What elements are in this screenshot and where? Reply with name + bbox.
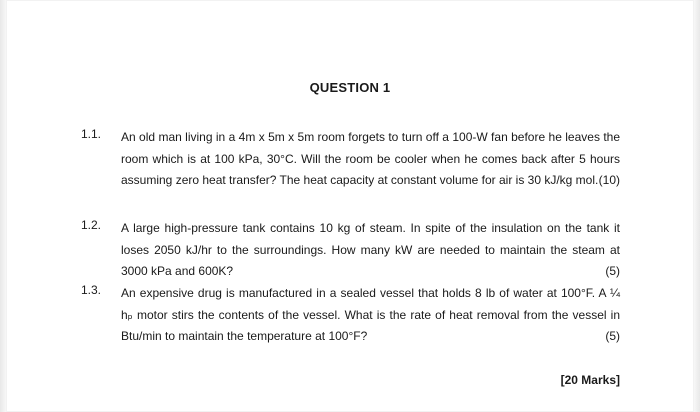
question-marks: (10) xyxy=(598,173,620,187)
question-text xyxy=(121,127,620,192)
question-number: 1.1. xyxy=(81,127,102,141)
page-right-edge xyxy=(694,0,700,412)
document-page xyxy=(6,0,694,412)
question-number: 1.2. xyxy=(81,218,102,232)
question-body: An expensive drug is manufactured in a sealed vessel that holds 8 lb of water at 100°F. A ¼ hₚ motor stirs the contents of the vessel. What is the rate of heat removal from the vessel in Btu/min to maintain the temperature at 100°F? xyxy=(121,286,620,343)
question-text xyxy=(121,218,620,283)
total-marks: [20 Marks] xyxy=(560,373,620,387)
question-body: An old man living in a 4m x 5m x 5m room forgets to turn off a 100-W fan before he leaves the room which is at 100 kPa, 30°C. Will the room be cooler when he comes back after 5 hours assuming zero heat transfer? The heat capacity at constant volume for air is 30 kJ/kg mol. xyxy=(121,130,620,187)
question-body: A large high-pressure tank contains 10 kg of steam. In spite of the insulation on the tank it loses 2050 kJ/hr to the surroundings. How many kW are needed to maintain the steam at 3000 kPa and 600K? xyxy=(121,221,620,278)
question-number: 1.3. xyxy=(81,283,102,297)
question-marks: (5) xyxy=(605,264,620,278)
question-marks: (5) xyxy=(605,329,620,343)
question-title: QUESTION 1 xyxy=(309,80,391,95)
question-text xyxy=(121,283,620,348)
